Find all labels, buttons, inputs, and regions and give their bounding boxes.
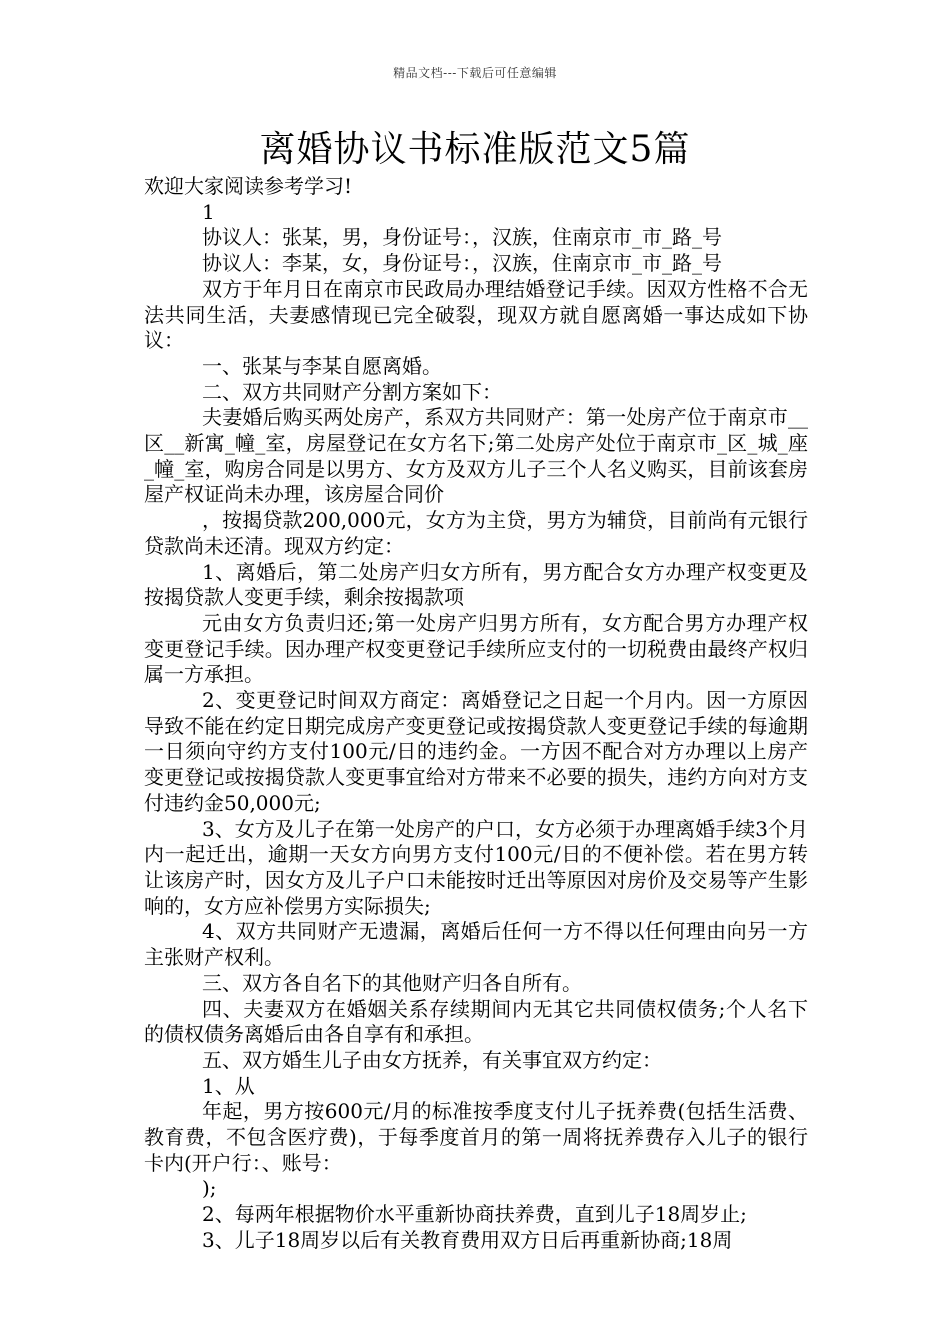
paragraph: 1、从 [202,1073,255,1098]
paragraph: 协议人：张某，男，身份证号：，汉族，住南京市_市_路_号 [202,225,722,250]
document-body [144,174,808,1254]
paragraph: 二、双方共同财产分割方案如下： [202,379,502,404]
paragraph: 4、双方共同财产无遗漏，离婚后任何一方不得以任何理由向另一方主张财产权利。 [144,919,808,970]
paragraph: 欢迎大家阅读参考学习! [144,174,353,198]
paragraph: 协议人：李某，女，身份证号：，汉族，住南京市_市_路_号 [202,251,722,276]
paragraph: 元由女方负责归还;第一处房产归男方所有，女方配合男方办理产权变更登记手续。因办理产权变更登记手续所应支付的一切税费由最终产权归属一方承担。 [144,610,808,687]
paragraph: ，按揭贷款200,000元，女方为主贷，男方为辅贷，目前尚有元银行贷款尚未还清。现双方约定： [144,508,808,558]
paragraph: 2、变更登记时间双方商定：离婚登记之日起一个月内。因一方原因导致不能在约定日期完成房产变更登记或按揭贷款人变更登记手续的每逾期一日须向守约方支付100元/日的违约金。一方因不配合对方办理以上房产变更登记或按揭贷款人变更事宜给对方带来不必要的损失，违约方向对方支付违约金50,000元; [144,688,808,815]
paragraph: 2、每两年根据物价水平重新协商扶养费，直到儿子18周岁止; [202,1202,747,1227]
paragraph: 双方于年月日在南京市民政局办理结婚登记手续。因双方性格不合无法共同生活，夫妻感情现已完全破裂，现双方就自愿离婚一事达成如下协议： [144,276,808,353]
paragraph: 四、夫妻双方在婚姻关系存续期间内无其它共同债权债务;个人名下的债权债务离婚后由各自享有和承担。 [144,996,808,1047]
paragraph: 3、女方及儿子在第一处房产的户口，女方必须于办理离婚手续3个月内一起迁出，逾期一天女方向男方支付100元/日的不便补偿。若在男方转让该房产时，因女方及儿子户口未能按时迁出等原因对房价及交易等产生影响的，女方应补偿男方实际损失; [144,816,808,918]
page-header: 精品文档---下载后可任意编辑 [393,66,557,80]
paragraph: 年起，男方按600元/月的标准按季度支付儿子抚养费(包括生活费、教育费，不包含医疗费)，于每季度首月的第一周将抚养费存入儿子的银行卡内(开户行：、账号： [144,1099,808,1175]
paragraph: ); [202,1176,217,1201]
paragraph: 1、离婚后，第二处房产归女方所有，男方配合女方办理产权变更及按揭贷款人变更手续，剩余按揭款项 [144,559,808,610]
paragraph: 3、儿子18周岁以后有关教育费用双方日后再重新协商;18周 [202,1227,733,1252]
paragraph: 夫妻婚后购买两处房产，系双方共同财产：第一处房产位于南京市__区__新寓_幢_室，房屋登记在女方名下;第二处房产处位于南京市_区_城_座_幢_室，购房合同是以男方、女方及双方儿子三个人名义购买，目前该套房屋产权证尚未办理，该房屋合同价 [144,405,808,507]
paragraph: 五、双方婚生儿子由女方抚养，有关事宜双方约定： [202,1047,662,1072]
paragraph: 1 [202,199,215,224]
paragraph: 一、张某与李某自愿离婚。 [202,353,442,378]
document-title: 离婚协议书标准版范文5篇 [259,129,691,170]
paragraph: 三、双方各自名下的其他财产归各自所有。 [202,970,582,995]
